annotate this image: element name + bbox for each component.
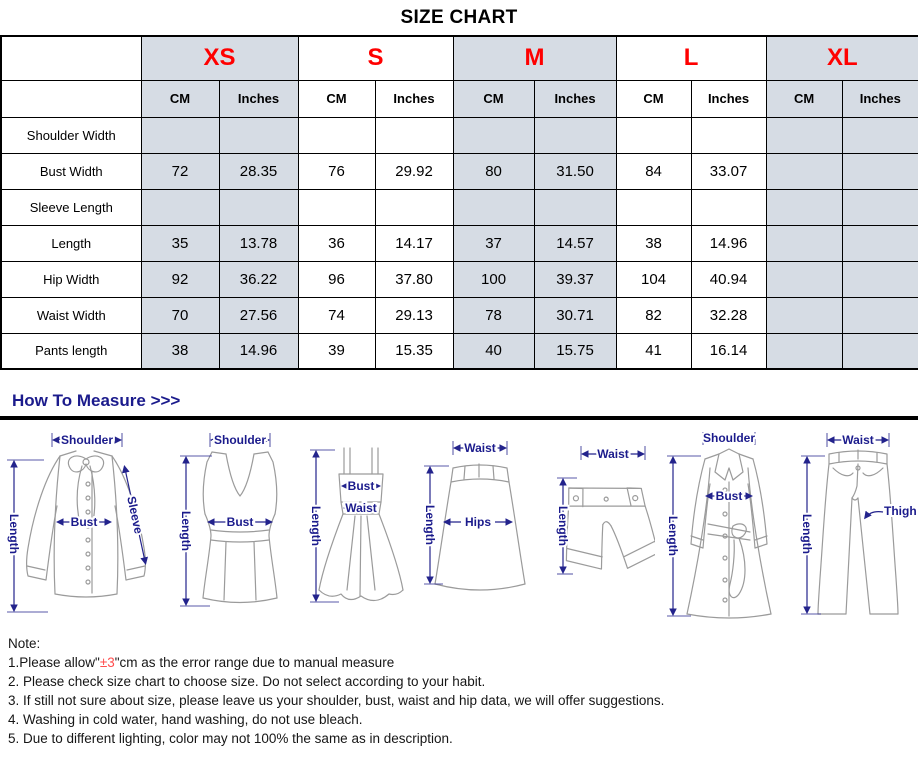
table-row bbox=[1, 297, 918, 333]
size-value-cell: 13.78 bbox=[219, 225, 298, 261]
size-value-cell: 15.35 bbox=[375, 333, 453, 369]
size-header-row bbox=[1, 36, 918, 80]
row-label: Bust Width bbox=[1, 153, 141, 189]
size-header-l: L bbox=[616, 36, 766, 80]
size-value-cell bbox=[842, 153, 918, 189]
size-value-cell: 74 bbox=[298, 297, 375, 333]
size-value-cell: 40 bbox=[453, 333, 534, 369]
size-value-cell bbox=[298, 189, 375, 225]
measure-label-bust: Bust bbox=[70, 515, 98, 529]
size-value-cell: 30.71 bbox=[534, 297, 616, 333]
row-label: Sleeve Length bbox=[1, 189, 141, 225]
measure-label-shoulder: Shoulder bbox=[702, 431, 756, 445]
how-to-measure-label: How To Measure bbox=[12, 391, 146, 410]
size-value-cell bbox=[219, 117, 298, 153]
size-value-cell: 29.13 bbox=[375, 297, 453, 333]
corner-cell bbox=[1, 80, 141, 117]
size-value-cell: 32.28 bbox=[691, 297, 766, 333]
page-title: SIZE CHART bbox=[400, 7, 518, 28]
measure-label-hips: Hips bbox=[464, 515, 492, 529]
size-value-cell: 31.50 bbox=[534, 153, 616, 189]
size-value-cell bbox=[766, 333, 842, 369]
size-value-cell: 16.14 bbox=[691, 333, 766, 369]
size-value-cell: 84 bbox=[616, 153, 691, 189]
divider-line bbox=[0, 416, 918, 420]
size-value-cell bbox=[842, 117, 918, 153]
size-value-cell: 29.92 bbox=[375, 153, 453, 189]
note-line-4: 4. Washing in cold water, hand washing, do not use bleach. bbox=[8, 712, 363, 727]
figure-dress bbox=[305, 426, 415, 624]
unit-header-row bbox=[1, 80, 918, 117]
measure-label-bust: Bust bbox=[226, 515, 254, 529]
dress-outline bbox=[319, 448, 403, 601]
size-value-cell: 104 bbox=[616, 261, 691, 297]
size-chart-table bbox=[0, 35, 918, 370]
note-1-suffix: "cm as the error range due to manual measure bbox=[114, 655, 395, 670]
measure-label-waist: Waist bbox=[842, 433, 874, 447]
size-value-cell bbox=[766, 225, 842, 261]
figure-pants bbox=[795, 426, 918, 624]
unit-header: CM bbox=[616, 80, 691, 117]
size-value-cell: 14.57 bbox=[534, 225, 616, 261]
size-value-cell bbox=[766, 297, 842, 333]
measure-label-length: Length bbox=[7, 514, 21, 554]
row-label: Length bbox=[1, 225, 141, 261]
size-value-cell: 80 bbox=[453, 153, 534, 189]
table-row bbox=[1, 225, 918, 261]
corner-cell bbox=[1, 36, 141, 80]
size-value-cell: 40.94 bbox=[691, 261, 766, 297]
measure-label-shoulder: Shoulder bbox=[213, 433, 267, 447]
size-value-cell: 33.07 bbox=[691, 153, 766, 189]
measure-label-waist: Waist bbox=[345, 501, 377, 515]
size-value-cell bbox=[534, 117, 616, 153]
notes-heading: Note: bbox=[8, 636, 41, 651]
size-value-cell: 14.17 bbox=[375, 225, 453, 261]
size-header-s: S bbox=[298, 36, 453, 80]
table-row bbox=[1, 261, 918, 297]
size-value-cell: 27.56 bbox=[219, 297, 298, 333]
table-row bbox=[1, 153, 918, 189]
size-value-cell bbox=[691, 189, 766, 225]
measure-label-waist: Waist bbox=[597, 447, 629, 461]
size-value-cell bbox=[842, 297, 918, 333]
size-value-cell bbox=[534, 189, 616, 225]
figure-tank-top bbox=[170, 426, 305, 624]
size-value-cell: 39 bbox=[298, 333, 375, 369]
size-value-cell: 28.35 bbox=[219, 153, 298, 189]
measure-label-length: Length bbox=[179, 511, 193, 551]
size-value-cell: 70 bbox=[141, 297, 219, 333]
size-value-cell: 14.96 bbox=[691, 225, 766, 261]
table-row bbox=[1, 189, 918, 225]
size-value-cell: 96 bbox=[298, 261, 375, 297]
size-value-cell: 76 bbox=[298, 153, 375, 189]
measure-label-length: Length bbox=[800, 514, 814, 554]
size-value-cell bbox=[375, 117, 453, 153]
note-1-prefix: 1.Please allow" bbox=[8, 655, 100, 670]
figure-blouse bbox=[0, 426, 170, 624]
unit-header: Inches bbox=[375, 80, 453, 117]
size-value-cell bbox=[141, 117, 219, 153]
measure-label-length: Length bbox=[423, 505, 437, 545]
row-label: Pants length bbox=[1, 333, 141, 369]
size-value-cell bbox=[842, 261, 918, 297]
measure-label-sleeve: Sleeve bbox=[124, 494, 146, 536]
size-value-cell: 35 bbox=[141, 225, 219, 261]
unit-header: Inches bbox=[842, 80, 918, 117]
size-value-cell bbox=[766, 117, 842, 153]
size-value-cell: 41 bbox=[616, 333, 691, 369]
note-1-tolerance: ±3 bbox=[99, 655, 115, 670]
measure-label-waist: Waist bbox=[464, 441, 496, 455]
size-value-cell bbox=[219, 189, 298, 225]
size-header-xs: XS bbox=[141, 36, 298, 80]
notes-section bbox=[8, 634, 918, 748]
figure-shorts bbox=[537, 426, 655, 624]
size-value-cell: 78 bbox=[453, 297, 534, 333]
unit-header: CM bbox=[453, 80, 534, 117]
size-value-cell: 38 bbox=[616, 225, 691, 261]
size-value-cell bbox=[453, 189, 534, 225]
measure-label-length: Length bbox=[666, 516, 680, 556]
size-value-cell bbox=[453, 117, 534, 153]
size-value-cell bbox=[375, 189, 453, 225]
size-value-cell bbox=[766, 153, 842, 189]
size-value-cell: 38 bbox=[141, 333, 219, 369]
size-value-cell: 37.80 bbox=[375, 261, 453, 297]
unit-header: CM bbox=[298, 80, 375, 117]
size-value-cell bbox=[842, 189, 918, 225]
unit-header: CM bbox=[766, 80, 842, 117]
row-label: Hip Width bbox=[1, 261, 141, 297]
measure-label-shoulder: Shoulder bbox=[60, 433, 114, 447]
size-value-cell: 14.96 bbox=[219, 333, 298, 369]
note-line-1 bbox=[8, 653, 918, 672]
row-label: Shoulder Width bbox=[1, 117, 141, 153]
size-value-cell bbox=[766, 261, 842, 297]
unit-header: Inches bbox=[534, 80, 616, 117]
size-value-cell: 15.75 bbox=[534, 333, 616, 369]
measure-label-bust: Bust bbox=[347, 479, 375, 493]
pants-outline bbox=[818, 450, 898, 614]
size-value-cell bbox=[141, 189, 219, 225]
size-value-cell: 100 bbox=[453, 261, 534, 297]
unit-header: Inches bbox=[691, 80, 766, 117]
size-value-cell bbox=[842, 333, 918, 369]
size-value-cell bbox=[691, 117, 766, 153]
size-value-cell: 36 bbox=[298, 225, 375, 261]
measure-label-thigh: Thigh bbox=[884, 504, 917, 518]
figure-skirt bbox=[415, 426, 537, 624]
size-value-cell: 72 bbox=[141, 153, 219, 189]
table-row bbox=[1, 117, 918, 153]
coat-outline bbox=[687, 449, 771, 618]
size-value-cell bbox=[766, 189, 842, 225]
shorts-outline bbox=[559, 479, 655, 574]
size-value-cell: 39.37 bbox=[534, 261, 616, 297]
measure-label-bust: Bust bbox=[715, 489, 743, 503]
size-value-cell bbox=[616, 117, 691, 153]
how-to-measure-heading bbox=[12, 391, 918, 411]
unit-header: CM bbox=[141, 80, 219, 117]
unit-header: Inches bbox=[219, 80, 298, 117]
note-line-3: 3. If still not sure about size, please leave us your shoulder, bust, waist and hip data, we will offer suggestions. bbox=[8, 693, 665, 708]
size-value-cell bbox=[842, 225, 918, 261]
size-value-cell bbox=[616, 189, 691, 225]
figure-coat bbox=[655, 426, 795, 624]
row-label: Waist Width bbox=[1, 297, 141, 333]
size-value-cell bbox=[298, 117, 375, 153]
note-line-5: 5. Due to different lighting, color may not 100% the same as in description. bbox=[8, 731, 453, 746]
measure-label-length: Length bbox=[309, 506, 323, 546]
chevrons-icon: >>> bbox=[150, 391, 181, 410]
size-value-cell: 92 bbox=[141, 261, 219, 297]
measure-figures-strip bbox=[0, 426, 918, 624]
size-value-cell: 37 bbox=[453, 225, 534, 261]
table-row bbox=[1, 333, 918, 369]
measure-label-length: Length bbox=[556, 506, 570, 546]
size-header-xl: XL bbox=[766, 36, 918, 80]
size-value-cell: 36.22 bbox=[219, 261, 298, 297]
note-line-2: 2. Please check size chart to choose size. Do not select according to your habit. bbox=[8, 674, 486, 689]
size-header-m: M bbox=[453, 36, 616, 80]
size-value-cell: 82 bbox=[616, 297, 691, 333]
